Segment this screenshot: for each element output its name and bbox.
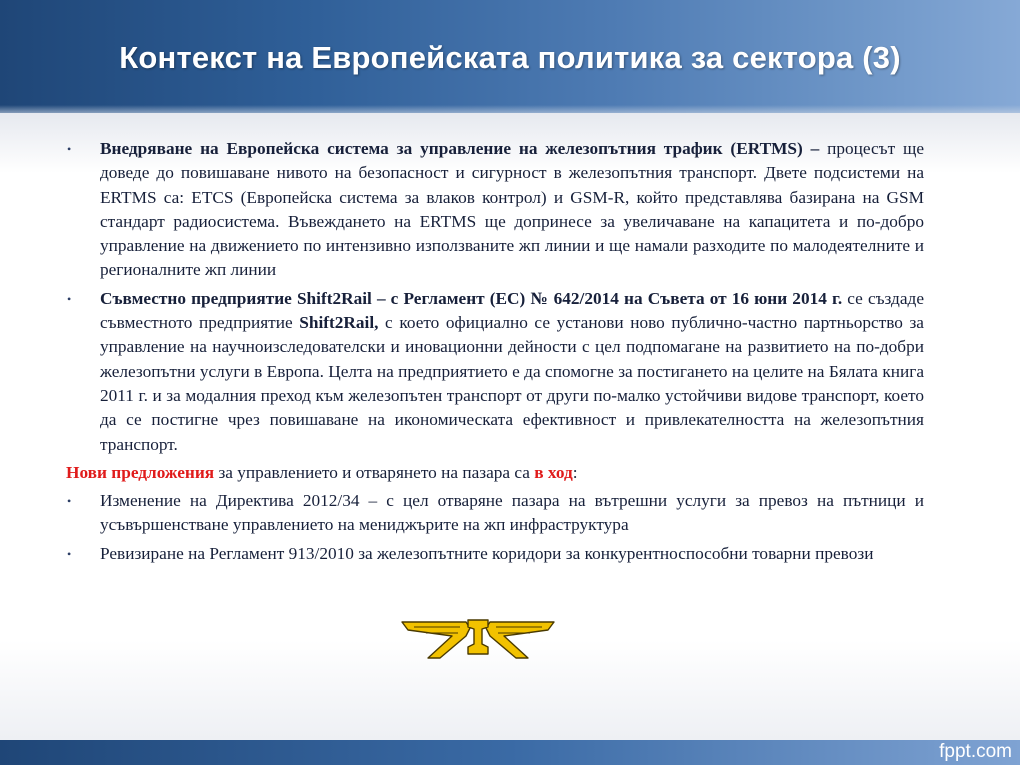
footer-bar <box>0 740 1020 765</box>
slide-body <box>66 137 924 570</box>
bullet-text: Ревизиране на Регламент 913/2010 за железопътните коридори за конкурентноспособни товарни превози <box>100 543 874 563</box>
bullet-icon: • <box>67 546 72 561</box>
bullet-heading: Съвместно предприятие Shift2Rail – с Регламент (ЕС) № 642/2014 на Съвета от 16 юни 2014 г. <box>100 288 843 308</box>
bullet-heading: Внедряване на Европейска система за управление на железопътния трафик (ERTMS) – <box>100 139 820 158</box>
footer-brand: fppt.com <box>939 741 1012 762</box>
bullet-body: процесът ще доведе до повишаване нивото на безопасност и сигурност в железопътния транспорт. Двете подсистеми на ERTMS са: ETCS (Европейска система за влаков контрол) и GSM-R, който представлява базирана на GSM стандарт радиосистема. Въвеждането на ERTMS ще допринесе за увеличаване на капацитета и по-добро управление на движението по интензивно използваните жп линии и ще намали разходите по малодеятелните и регионалните жп линии <box>100 139 924 280</box>
new-proposals-text: за управлението и отварянето на пазара са <box>214 462 535 482</box>
bullet-icon: • <box>67 142 72 156</box>
bullet-item-ertms <box>66 137 924 283</box>
new-proposals-end: : <box>572 462 578 482</box>
bullet-item-regulation <box>66 542 924 566</box>
slide-title: Контекст на Европейската политика за сектора (3) <box>119 40 901 75</box>
bullet-icon: • <box>67 291 72 306</box>
bullet-icon: • <box>67 494 72 509</box>
new-proposals-line <box>66 461 924 485</box>
bullet-body-b: с което официално се установи ново публично-частно партньорство за управление на научноизследователски и иновационни дейности с цел подпомагане на развитието на по-добри железопътни услуги в Европа. Целта на предприятието е да спомогне за постигането на целите на Бялата книга 2011 г. и за модалния преход към железопътен транспорт от други по-малко устойчиви видове транспорт, което да се постигне чрез повишаване на икономическата ефективност и привлекателността на железопътния транспорт. <box>100 313 924 454</box>
new-proposals-label: Нови предложения <box>66 462 215 482</box>
in-progress-label: в ход <box>534 462 573 482</box>
bullet-text <box>100 137 924 283</box>
bullet-item-directive <box>66 489 924 538</box>
bullet-text <box>100 287 924 457</box>
bullet-highlight: Shift2Rail, <box>299 313 379 333</box>
bullet-body-a: се създаде съвместното предприятие <box>100 288 924 333</box>
bullet-item-shift2rail <box>66 287 924 457</box>
winged-rail-logo-icon <box>400 614 556 660</box>
bullet-text: Изменение на Директива 2012/34 – с цел отваряне пазара на вътрешни услуги за превоз на пътници и усъвършенстване управлението на мениджърите на жп инфраструктура <box>100 491 924 535</box>
